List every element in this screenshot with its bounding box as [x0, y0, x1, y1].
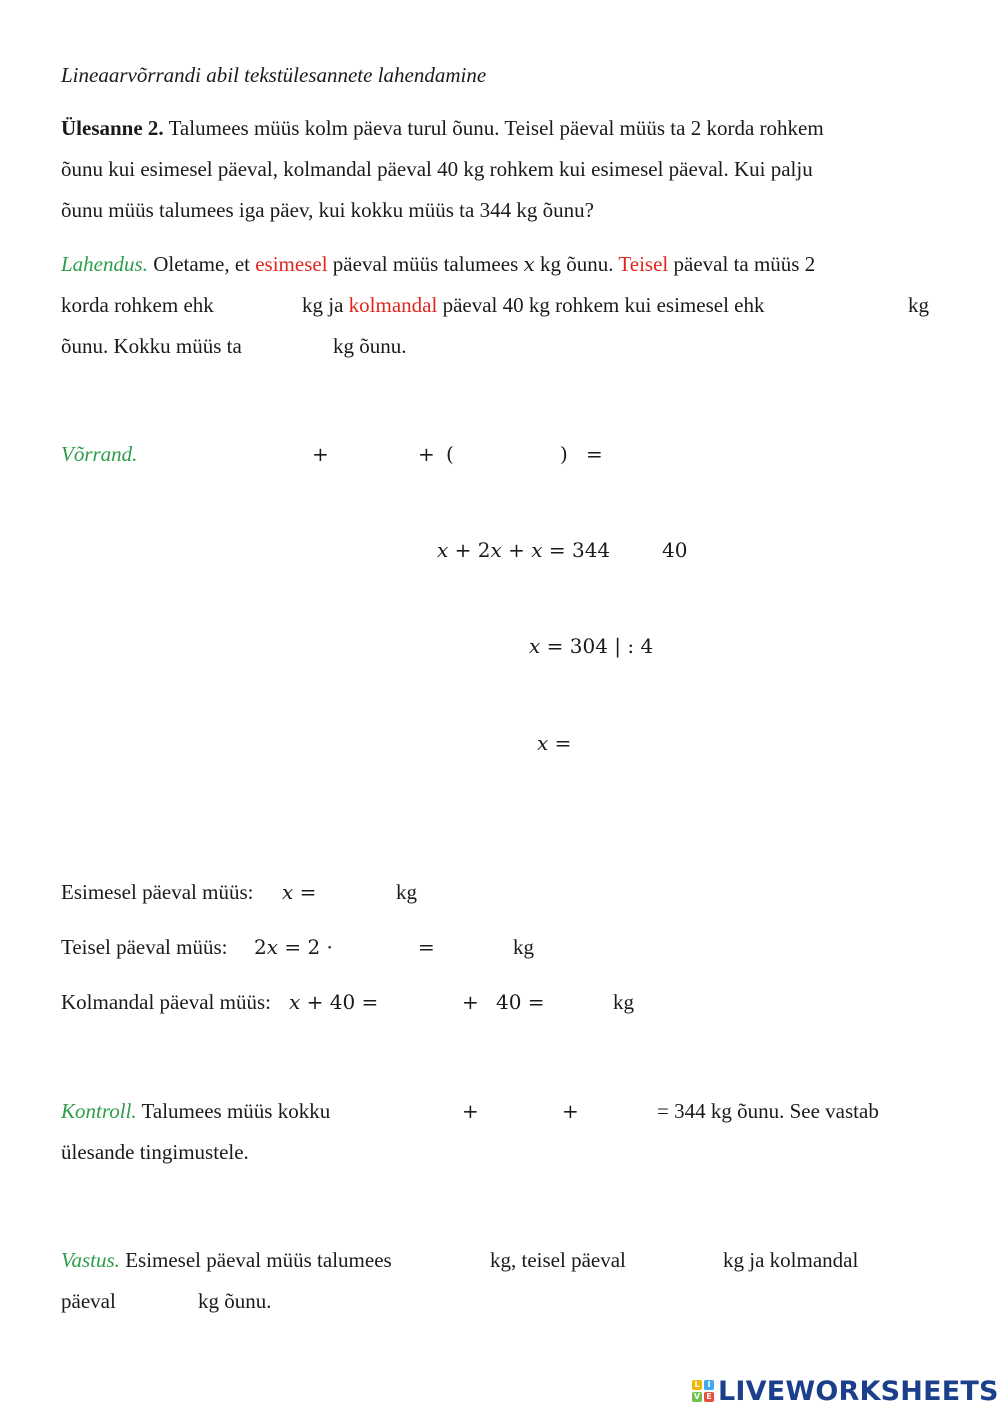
day3-forty: 40 =: [496, 990, 545, 1014]
day1-expression: 𝑥 =: [282, 880, 317, 904]
logo-mark-icon: [692, 1380, 714, 1402]
solution-line-1: [61, 254, 815, 275]
word-second: Teisel: [618, 252, 669, 276]
equation-right-paren: ): [560, 442, 568, 466]
answer-text-3: kg ja kolmandal: [723, 1248, 859, 1272]
day1-label: Esimesel päeval müüs:: [61, 880, 254, 904]
liveworksheets-logo: [692, 1376, 999, 1406]
solution-line-2-unit: kg: [908, 293, 929, 317]
day2-unit: kg: [513, 935, 534, 959]
logo-square-e: E: [704, 1392, 714, 1402]
day3-plus: +: [462, 990, 479, 1014]
check-text-3: ülesande tingimustele.: [61, 1140, 249, 1164]
task-line-3: õunu müüs talumees iga päev, kui kokku müüs ta 344 kg õunu?: [61, 198, 594, 222]
day2-expression: 2𝑥 = 2 ·: [254, 935, 333, 959]
day2-label: Teisel päeval müüs:: [61, 935, 228, 959]
solution-label: Lahendus.: [61, 252, 148, 276]
equation-equals: =: [586, 442, 603, 466]
solution-line-3b: kg õunu.: [333, 334, 407, 358]
answer-label: Vastus.: [61, 1248, 120, 1272]
logo-square-v: V: [693, 1392, 701, 1401]
task-line-1: [61, 118, 824, 139]
page-title: Lineaarvõrrandi abil tekstülesannete lahendamine: [61, 63, 487, 87]
variable-x: x: [523, 252, 535, 276]
equation-left-paren: (: [446, 442, 454, 466]
check-plus-1: +: [462, 1099, 479, 1123]
equation-step-2: 𝑥 = 304 | : 4: [529, 634, 654, 658]
task-text-1: Talumees müüs kolm päeva turul õunu. Teisel päeval müüs ta 2 korda rohkem: [168, 116, 824, 140]
equation-step-1-extra: 40: [662, 538, 688, 562]
day3-unit: kg: [613, 990, 634, 1014]
solution-line-2b: [302, 295, 764, 316]
day1-unit: kg: [396, 880, 417, 904]
solution-text: kg õunu.: [540, 252, 614, 276]
check-plus-2: +: [562, 1099, 579, 1123]
solution-text: Oletame, et: [153, 252, 250, 276]
equation-plus-2: +: [418, 442, 435, 466]
word-third: kolmandal: [348, 293, 438, 317]
day2-equals: =: [418, 935, 435, 959]
answer-line-1: [61, 1250, 392, 1271]
equation-plus-1: +: [312, 442, 329, 466]
logo-square-i: I: [704, 1380, 714, 1390]
solution-line-3a: õunu. Kokku müüs ta: [61, 334, 242, 358]
answer-text-5: kg õunu.: [198, 1289, 272, 1313]
day3-expression: 𝑥 + 40 =: [289, 990, 379, 1014]
solution-text: päeval ta müüs 2: [673, 252, 816, 276]
check-line-1: [61, 1101, 330, 1122]
day3-label: Kolmandal päeval müüs:: [61, 990, 271, 1014]
logo-square-l: L: [692, 1380, 702, 1390]
solution-line-2a: korda rohkem ehk: [61, 293, 214, 317]
task-label: Ülesanne 2.: [61, 116, 164, 140]
logo-text: LIVEWORKSHEETS: [718, 1375, 999, 1407]
equation-label: Võrrand.: [61, 442, 138, 466]
answer-text-2: kg, teisel päeval: [490, 1248, 626, 1272]
equation-step-3: 𝑥 =: [537, 731, 572, 755]
task-line-2: õunu kui esimesel päeval, kolmandal päeval 40 kg rohkem kui esimesel päeval. Kui palju: [61, 157, 813, 181]
solution-text: päeval 40 kg rohkem kui esimesel ehk: [442, 293, 765, 317]
check-label: Kontroll.: [61, 1099, 137, 1123]
solution-text: päeval müüs talumees: [332, 252, 519, 276]
equation-step-1: 𝑥 + 2𝑥 + 𝑥 = 344: [437, 538, 611, 562]
check-text-1: Talumees müüs kokku: [141, 1099, 331, 1123]
solution-text: kg ja: [302, 293, 344, 317]
answer-text-1: Esimesel päeval müüs talumees: [125, 1248, 392, 1272]
word-first: esimesel: [255, 252, 328, 276]
check-text-2: = 344 kg õunu. See vastab: [657, 1099, 879, 1123]
answer-text-4: päeval: [61, 1289, 116, 1313]
